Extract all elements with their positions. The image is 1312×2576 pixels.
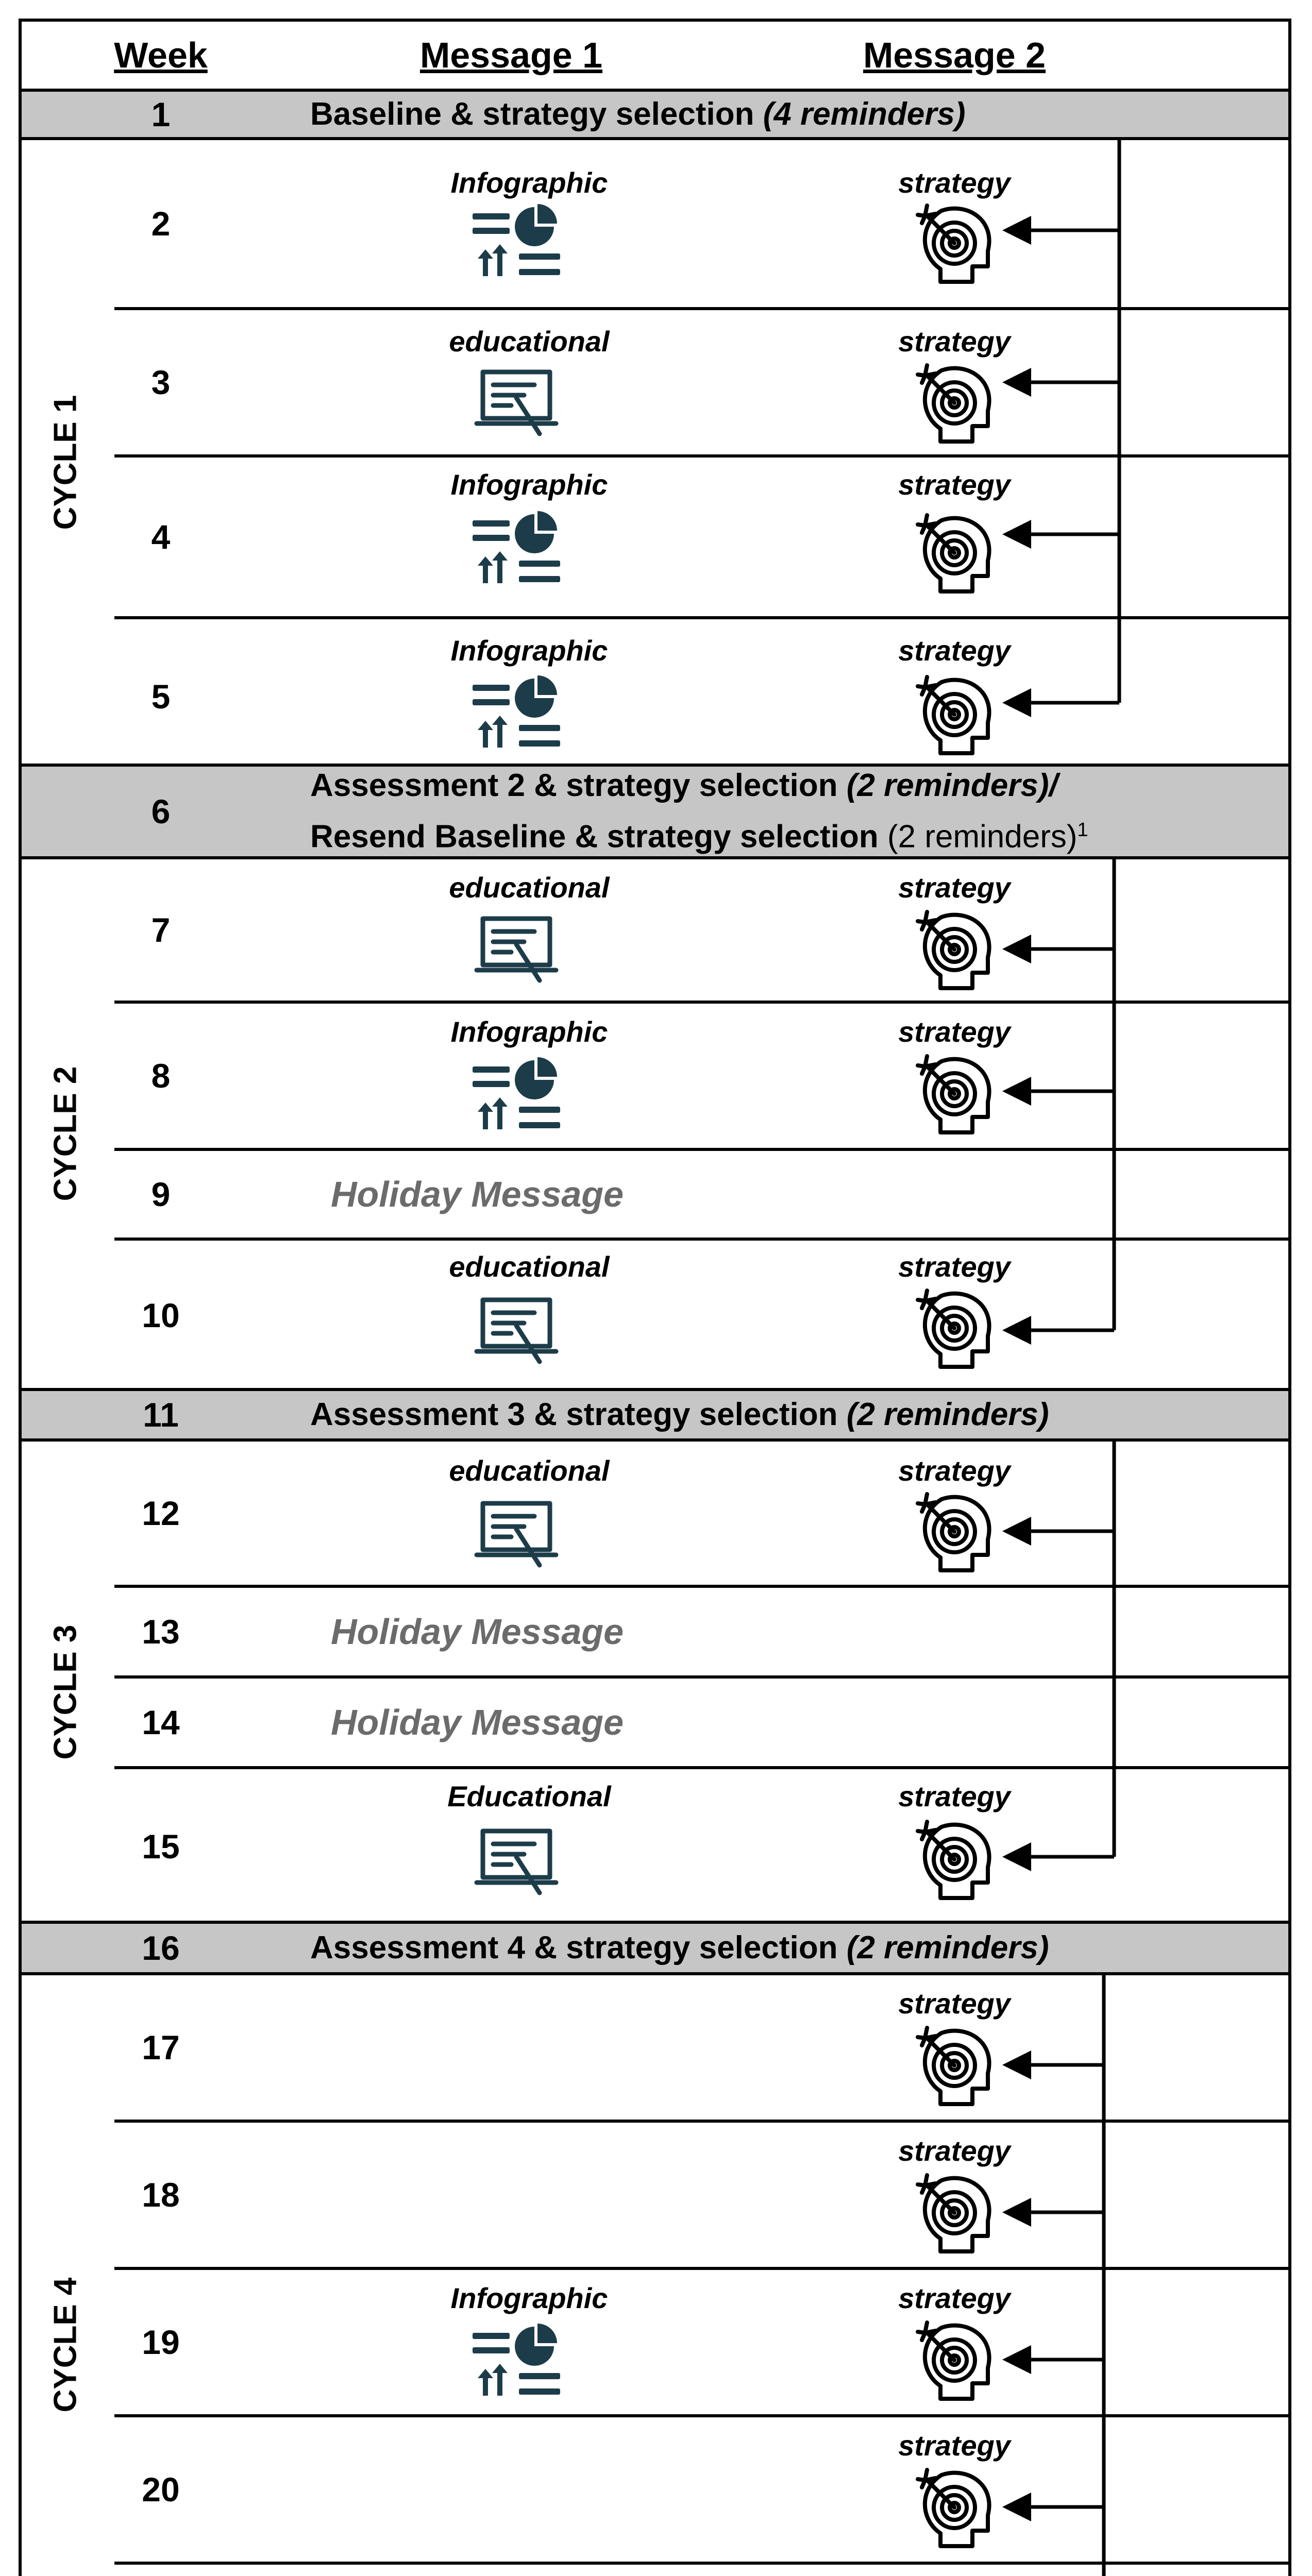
- cycle-2-label: CYCLE 2: [47, 1066, 83, 1201]
- assessment-main: Assessment 2 & strategy selection: [310, 768, 847, 804]
- message1-label: Infographic: [450, 1015, 608, 1048]
- assessment-note: (2 reminders): [887, 819, 1078, 855]
- header-message-2: Message 2: [863, 35, 1046, 75]
- footnote-marker: 1: [1077, 819, 1088, 841]
- message2-label: strategy: [898, 1454, 1011, 1487]
- message1-label: Infographic: [450, 166, 608, 199]
- week-number: 12: [142, 1494, 180, 1532]
- assessment-note: (4 reminders): [763, 96, 966, 132]
- message2-label: strategy: [898, 325, 1011, 358]
- week-number: 11: [143, 1396, 179, 1434]
- holiday-message: Holiday Message: [331, 1612, 624, 1652]
- week-number: 14: [142, 1703, 180, 1741]
- message1-label: educational: [449, 871, 610, 904]
- week-number: 18: [142, 2176, 180, 2214]
- message1-label: educational: [449, 1454, 610, 1487]
- assessment-main: Resend Baseline & strategy selection: [310, 819, 887, 855]
- message1-label: Infographic: [450, 468, 608, 501]
- message2-label: strategy: [898, 2282, 1011, 2314]
- message2-label: strategy: [898, 166, 1011, 199]
- assessment-note: (2 reminders): [846, 1930, 1049, 1965]
- assessment-main: Assessment 4 & strategy selection: [310, 1930, 847, 1965]
- holiday-message: Holiday Message: [331, 1702, 624, 1742]
- week-number: 9: [151, 1175, 171, 1213]
- week-number: 8: [151, 1057, 171, 1095]
- week-number: 3: [151, 363, 171, 401]
- week-number: 6: [151, 792, 171, 831]
- message2-label: strategy: [898, 2134, 1011, 2167]
- message2-label: strategy: [898, 871, 1011, 904]
- week-number: 17: [142, 2028, 180, 2066]
- assessment-main: Baseline & strategy selection: [310, 96, 763, 132]
- message1-label: educational: [449, 1250, 610, 1283]
- message1-label: Educational: [447, 1780, 611, 1812]
- message2-label: strategy: [898, 468, 1011, 501]
- assessment-main: Assessment 3 & strategy selection: [310, 1397, 847, 1432]
- header-week: Week: [114, 35, 208, 75]
- week-number: 16: [142, 1929, 180, 1967]
- message2-label: strategy: [898, 1015, 1011, 1048]
- message2-label: strategy: [898, 1987, 1011, 2020]
- week-number: 15: [142, 1827, 180, 1866]
- week-number: 13: [142, 1613, 180, 1651]
- week-number: 10: [142, 1296, 180, 1334]
- week-number: 5: [151, 677, 171, 716]
- header-message-1: Message 1: [419, 35, 603, 75]
- strategy-connector-arrows: [22, 22, 1288, 2576]
- week-number: 2: [151, 205, 171, 243]
- week-number: 1: [151, 95, 171, 133]
- week-number: 4: [151, 518, 171, 556]
- week-number: 20: [142, 2470, 180, 2509]
- holiday-message: Holiday Message: [331, 1174, 624, 1214]
- week-number: 7: [151, 911, 171, 949]
- message1-label: Infographic: [450, 634, 608, 667]
- schedule-table: [19, 19, 1291, 2576]
- message1-label: educational: [449, 325, 610, 358]
- assessment-note: (2 reminders)/: [846, 768, 1058, 804]
- message2-label: strategy: [898, 2429, 1011, 2462]
- cycle-4-label: CYCLE 4: [47, 2277, 83, 2412]
- message1-label: Infographic: [450, 2282, 608, 2314]
- cycle-3-label: CYCLE 3: [47, 1624, 83, 1759]
- message2-label: strategy: [898, 1250, 1011, 1283]
- assessment-note: (2 reminders): [846, 1397, 1049, 1432]
- cycle-1-label: CYCLE 1: [47, 395, 83, 530]
- message2-label: strategy: [898, 1780, 1011, 1812]
- message2-label: strategy: [898, 634, 1011, 667]
- week-number: 19: [142, 2323, 180, 2361]
